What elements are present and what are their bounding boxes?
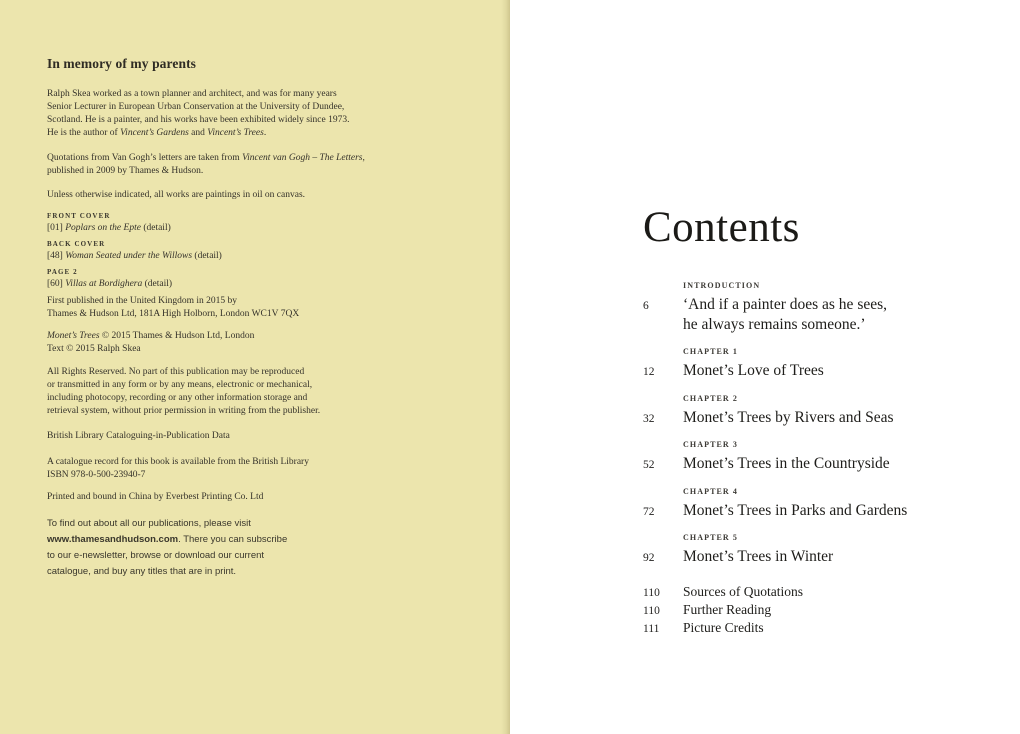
quotations-source: Quotations from Van Gogh’s letters are taken from Vincent van Gogh – The Letters, published in 2009 by Thames & Hudson.	[47, 153, 365, 176]
toc-page-number: 72	[643, 505, 655, 518]
author-bio: Ralph Skea worked as a town planner and architect, and was for many years Senior Lecturer in European Urban Conservation at the University of Dundee, Scotland. He is a painter, and his works have been exhibited widely since 1973. He is the author of Vincent’s Gardens and Vincent’s Trees.	[47, 89, 350, 138]
toc-section-label: CHAPTER 1	[683, 347, 739, 357]
toc-entry-title: Monet’s Love of Trees	[683, 362, 824, 380]
contents-page	[510, 0, 1020, 734]
toc-section-label: CHAPTER 3	[683, 440, 739, 450]
page2-credit: PAGE 2 [60] Villas at Bordighera (detail)	[47, 268, 173, 289]
catalogue-isbn: A catalogue record for this book is available from the British Library ISBN 978-0-500-23940-7	[47, 457, 309, 480]
toc-page-number: 12	[643, 366, 655, 379]
medium-note: Unless otherwise indicated, all works are paintings in oil on canvas.	[47, 190, 306, 200]
publisher-promo: To find out about all our publications, please visit www.thamesandhudson.com. There you can subscribe to our e-newsletter, browse or download our current catalogue, and buy any titles that are in print.	[47, 518, 288, 577]
toc-entry-title: Sources of Quotations	[683, 583, 803, 599]
toc-entry-chapter-3	[643, 440, 1020, 474]
rights-statement: All Rights Reserved. No part of this publication may be reproduced or transmitted in any form or by any means, electronic or mechanical, including photocopy, recording or any other information storage and retrieval system, without prior permission in writing from the publisher.	[47, 367, 321, 416]
toc-section-label: INTRODUCTION	[683, 281, 761, 291]
toc-page-number: 52	[643, 459, 655, 472]
toc-entry-title: ‘And if a painter does as he sees, he always remains someone.’	[683, 296, 888, 333]
table-of-contents	[643, 281, 1020, 637]
dedication: In memory of my parents	[47, 56, 197, 71]
toc-page-number: 110	[643, 604, 660, 617]
toc-back-matter	[643, 583, 1020, 637]
toc-entry-title: Monet’s Trees by Rivers and Seas	[683, 408, 894, 426]
toc-back-row	[643, 601, 1020, 619]
toc-page-number: 92	[643, 552, 655, 565]
toc-entry-chapter-2	[643, 394, 1020, 428]
copyright-info: Monet’s Trees © 2015 Thames & Hudson Ltd, London Text © 2015 Ralph Skea	[47, 331, 255, 354]
toc-section-label: CHAPTER 2	[683, 393, 739, 403]
toc-entry-introduction	[643, 281, 1020, 334]
toc-back-row	[643, 619, 1020, 637]
toc-entry-chapter-1	[643, 347, 1020, 381]
toc-section-label: CHAPTER 4	[683, 486, 739, 496]
back-cover-credit: BACK COVER [48] Woman Seated under the Willows (detail)	[47, 240, 222, 261]
toc-entry-title: Monet’s Trees in Winter	[683, 548, 834, 566]
toc-back-row	[643, 583, 1020, 601]
publisher-info: First published in the United Kingdom in 2015 by Thames & Hudson Ltd, 181A High Holborn, London WC1V 7QX	[47, 296, 300, 319]
toc-entry-title: Monet’s Trees in Parks and Gardens	[683, 501, 908, 519]
colophon-content	[0, 0, 400, 580]
publisher-website: www.thamesandhudson.com	[47, 534, 179, 545]
toc-page-number: 111	[643, 622, 660, 635]
toc-entry-title: Picture Credits	[683, 619, 764, 635]
toc-entry-chapter-4	[643, 487, 1020, 521]
toc-section-label: CHAPTER 5	[683, 533, 739, 543]
toc-page-number: 110	[643, 586, 660, 599]
toc-entry-title: Monet’s Trees in the Countryside	[683, 455, 890, 473]
front-cover-credit: FRONT COVER [01] Poplars on the Epte (detail)	[47, 212, 171, 233]
contents-title: Contents	[643, 204, 800, 251]
printer-info: Printed and bound in China by Everbest Printing Co. Ltd	[47, 492, 264, 502]
toc-entry-title: Further Reading	[683, 601, 772, 617]
british-library-data: British Library Cataloguing-in-Publication Data	[47, 431, 230, 441]
toc-entry-chapter-5	[643, 533, 1020, 567]
toc-page-number: 32	[643, 412, 655, 425]
toc-page-number: 6	[643, 300, 649, 313]
